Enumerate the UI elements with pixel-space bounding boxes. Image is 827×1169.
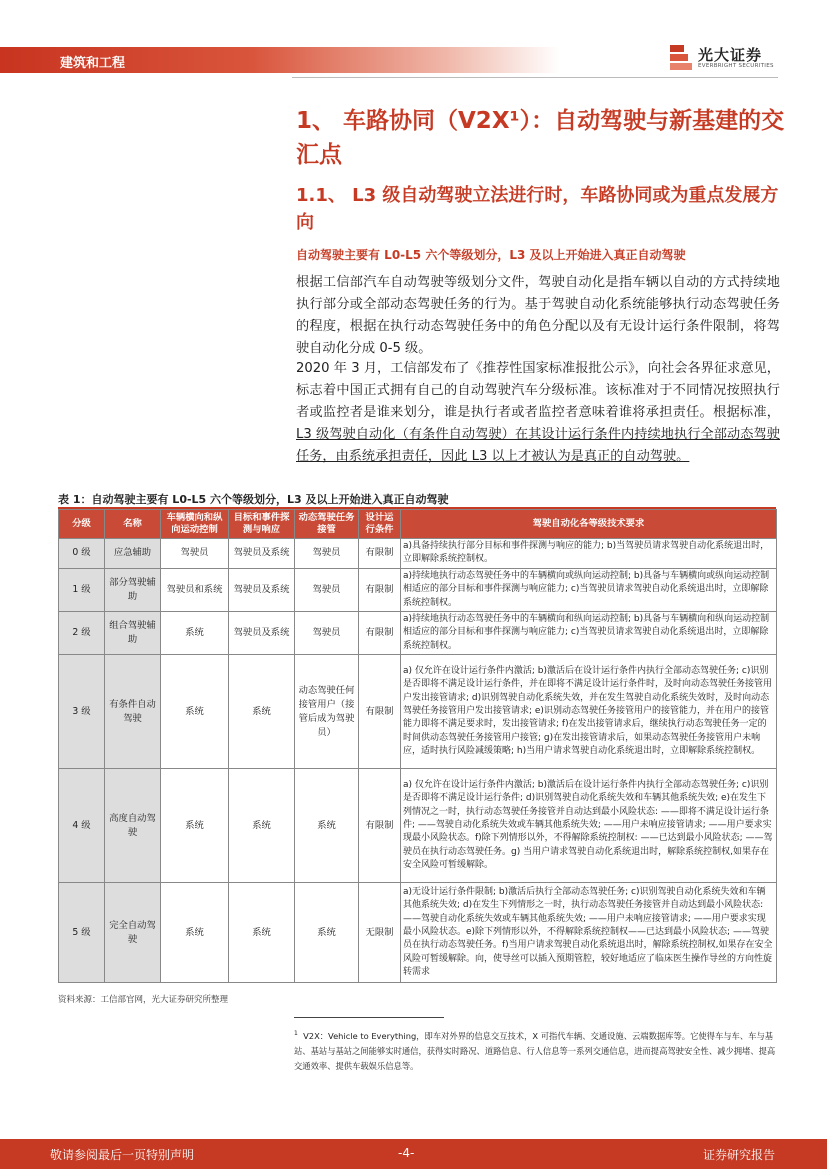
control-cell: 系统	[161, 612, 229, 655]
requirements-cell: a) 仅允许在设计运行条件内激活; b)激活后在设计运行条件内执行全部动态驾驶任务; c)识别是否即将不满足设计运行条件; d)识别驾驶自动化系统失效和车辆其他系统失效; e)在发生下列情况之一时，执行动态驾驶任务接管并自动达到最小风险状态: ——即将不满足设计运行条件; ——驾驶自动化系统失效或车辆其他系统失效; ——用户未响应接管请求; ——用户要求实现最小风险状态。f)除下列情形以外，不得解除系统控制权: ——已达到最小风险状态; ——驾驶员在执行动态驾驶任务。g) 当用户请求驾驶自动化系统退出时，解除系统控制权,如果存在安全风险可暂缓解除。	[401, 769, 777, 883]
name-cell: 应急辅助	[105, 539, 161, 569]
name-cell: 部分驾驶辅助	[105, 568, 161, 611]
footnote-divider	[294, 1017, 444, 1018]
detect-cell: 系统	[229, 655, 295, 769]
logo-text-en: EVERBRIGHT SECURITIES	[698, 63, 774, 69]
logo-text-cn: 光大证券	[698, 46, 763, 64]
level-cell: 2 级	[59, 612, 105, 655]
footnote	[294, 1026, 778, 1074]
table-source: 资料来源：工信部官网，光大证券研究所整理	[58, 995, 229, 1005]
takeover-cell: 驾驶员	[295, 539, 359, 569]
footnote-text: V2X：Vehicle to Everything，即车对外界的信息交互技术，X 可指代车辆、交通设施、云端数据库等。它使得车与车、车与基站、基站与基站之间能够实时通信，获得实时路况、道路信息、行人信息等一系列交通信息，进而提高驾驶安全性、减少拥堵、提高交通效率、提供车载娱乐信息等。	[294, 1030, 776, 1071]
control-cell: 驾驶员和系统	[161, 568, 229, 611]
condition-cell: 无限制	[359, 883, 401, 983]
requirements-cell: a)具备持续执行部分目标和事件探测与响应的能力; b)当驾驶员请求驾驶自动化系统退出时，立即解除系统控制权。	[401, 539, 777, 569]
control-cell: 系统	[161, 655, 229, 769]
detect-cell: 系统	[229, 883, 295, 983]
name-cell: 完全自动驾驶	[105, 883, 161, 983]
col-header-level: 分级	[59, 510, 105, 539]
detect-cell: 系统	[229, 769, 295, 883]
takeover-cell: 动态驾驶任何接管用户（接管后成为驾驶员）	[295, 655, 359, 769]
col-header-requirements: 驾驶自动化各等级技术要求	[401, 510, 777, 539]
table-row	[59, 539, 777, 569]
condition-cell: 有限制	[359, 539, 401, 569]
page-number: -4-	[398, 1146, 415, 1160]
table-row	[59, 883, 777, 983]
control-cell: 驾驶员	[161, 539, 229, 569]
section-label: 建筑和工程	[60, 56, 126, 71]
col-header-control: 车辆横向和纵向运动控制	[161, 510, 229, 539]
name-cell: 组合驾驶辅助	[105, 612, 161, 655]
level-cell: 4 级	[59, 769, 105, 883]
level-cell: 5 级	[59, 883, 105, 983]
heading-3: 自动驾驶主要有 L0-L5 六个等级划分，L3 及以上开始进入真正自动驾驶	[296, 248, 686, 262]
levels-table	[58, 509, 777, 983]
requirements-cell: a)持续地执行动态驾驶任务中的车辆横向和纵向运动控制; b)具备与车辆横向和纵向运动控制相适应的部分目标和事件探测与响应能力; c)当驾驶员请求驾驶自动化系统退出时，立即解除系统控制权。	[401, 612, 777, 655]
level-cell: 0 级	[59, 539, 105, 569]
paragraph-2-underlined: L3 级驾驶自动化（有条件自动驾驶）在其设计运行条件内持续地执行全部动态驾驶任务，由系统承担责任，因此 L3 以上才被认为是真正的自动驾驶。	[296, 427, 780, 464]
control-cell: 系统	[161, 883, 229, 983]
takeover-cell: 驾驶员	[295, 612, 359, 655]
table-row	[59, 655, 777, 769]
detect-cell: 驾驶员及系统	[229, 568, 295, 611]
control-cell: 系统	[161, 769, 229, 883]
name-cell: 高度自动驾驶	[105, 769, 161, 883]
detect-cell: 驾驶员及系统	[229, 612, 295, 655]
condition-cell: 有限制	[359, 769, 401, 883]
table-row	[59, 769, 777, 883]
requirements-cell: a) 仅允许在设计运行条件内激活; b)激活后在设计运行条件内执行全部动态驾驶任务; c)识别是否即将不满足设计运行条件，并在即将不满足设计运行条件时，及时向动态驾驶任务接管用户发出接管请求; d)识别驾驶自动化系统失效，并在发生驾驶自动化系统失效时，及时向动态驾驶任务接管用户发出接管请求; e)识别动态驾驶任务接管用户的接管能力，并在用户的接管能力即将不满足要求时，发出接管请求; f)在发出接管请求后，继续执行动态驾驶任务一定的时间供动态驾驶任务接管用户接管; g)在发出接管请求后，如果动态驾驶任务接管用户未响应，适时执行风险减缓策略; h)当用户请求驾驶自动化系统退出时，立即解除系统控制权。	[401, 655, 777, 769]
heading-1: 1、 车路协同（V2X¹）：自动驾驶与新基建的交汇点	[296, 108, 785, 168]
footer-disclaimer-link: 敬请参阅最后一页特别声明	[50, 1148, 195, 1162]
level-cell: 3 级	[59, 655, 105, 769]
detect-cell: 驾驶员及系统	[229, 539, 295, 569]
col-header-takeover: 动态驾驶任务接管	[295, 510, 359, 539]
takeover-cell: 系统	[295, 769, 359, 883]
table-row	[59, 568, 777, 611]
logo-icon	[668, 44, 694, 72]
table-caption: 表 1：自动驾驶主要有 L0-L5 六个等级划分，L3 及以上开始进入真正自动驾驶	[58, 493, 449, 506]
level-cell: 1 级	[59, 568, 105, 611]
header-divider	[292, 77, 778, 78]
condition-cell: 有限制	[359, 612, 401, 655]
requirements-cell: a)无设计运行条件限制; b)激活后执行全部动态驾驶任务; c)识别驾驶自动化系统失效和车辆其他系统失效; d)在发生下列情形之一时，执行动态驾驶任务接管并自动达到最小风险状态: ——驾驶自动化系统失效或车辆其他系统失效; ——用户未响应接管请求; ——用户要求实现最小风险状态。e)除下列情形以外，不得解除系统控制权——已达到最小风险状态; ——驾驶员在执行动态驾驶任务。f)当用户请求驾驶自动化系统退出时，解除系统控制权,如果存在安全风险可暂缓解除。向，使导丝可以插入预期管腔，较好地适应了临床医生操作导丝的方向性旋转需求	[401, 883, 777, 983]
footer-bar	[0, 1139, 827, 1169]
requirements-cell: a)持续地执行动态驾驶任务中的车辆横向或纵向运动控制; b)具备与车辆横向或纵向运动控制相适应的部分目标和事件探测与响应能力; c)当驾驶员请求驾驶自动化系统退出时，立即解除系统控制权。	[401, 568, 777, 611]
paragraph-1: 根据工信部汽车自动驾驶等级划分文件，驾驶自动化是指车辆以自动的方式持续地执行部分或全部动态驾驶任务的行为。基于驾驶自动化系统能够执行动态驾驶任务的程度，根据在执行动态驾驶任务中的角色分配以及有无设计运行条件限制，将驾驶自动化分成 0-5 级。	[296, 275, 780, 356]
paragraph-2	[296, 358, 780, 468]
condition-cell: 有限制	[359, 655, 401, 769]
name-cell: 有条件自动驾驶	[105, 655, 161, 769]
takeover-cell: 驾驶员	[295, 568, 359, 611]
col-header-detect: 目标和事件探测与响应	[229, 510, 295, 539]
table-row	[59, 612, 777, 655]
paragraph-2-text: 2020 年 3 月，工信部发布了《推荐性国家标准报批公示》，向社会各界征求意见，标志着中国正式拥有自己的自动驾驶汽车分级标准。该标准对于不同情况按照执行者或监控者是谁来划分，谁是执行者或者监控者意味着谁将承担责任。根据标准，	[296, 361, 780, 420]
takeover-cell: 系统	[295, 883, 359, 983]
footnote-number: 1	[294, 1030, 298, 1037]
company-logo	[668, 44, 788, 74]
col-header-condition: 设计运行条件	[359, 510, 401, 539]
footer-report-type: 证券研究报告	[702, 1148, 775, 1162]
heading-2: 1.1、 L3 级自动驾驶立法进行时，车路协同或为重点发展方向	[296, 185, 779, 233]
table-header-row	[59, 510, 777, 539]
col-header-name: 名称	[105, 510, 161, 539]
condition-cell: 有限制	[359, 568, 401, 611]
